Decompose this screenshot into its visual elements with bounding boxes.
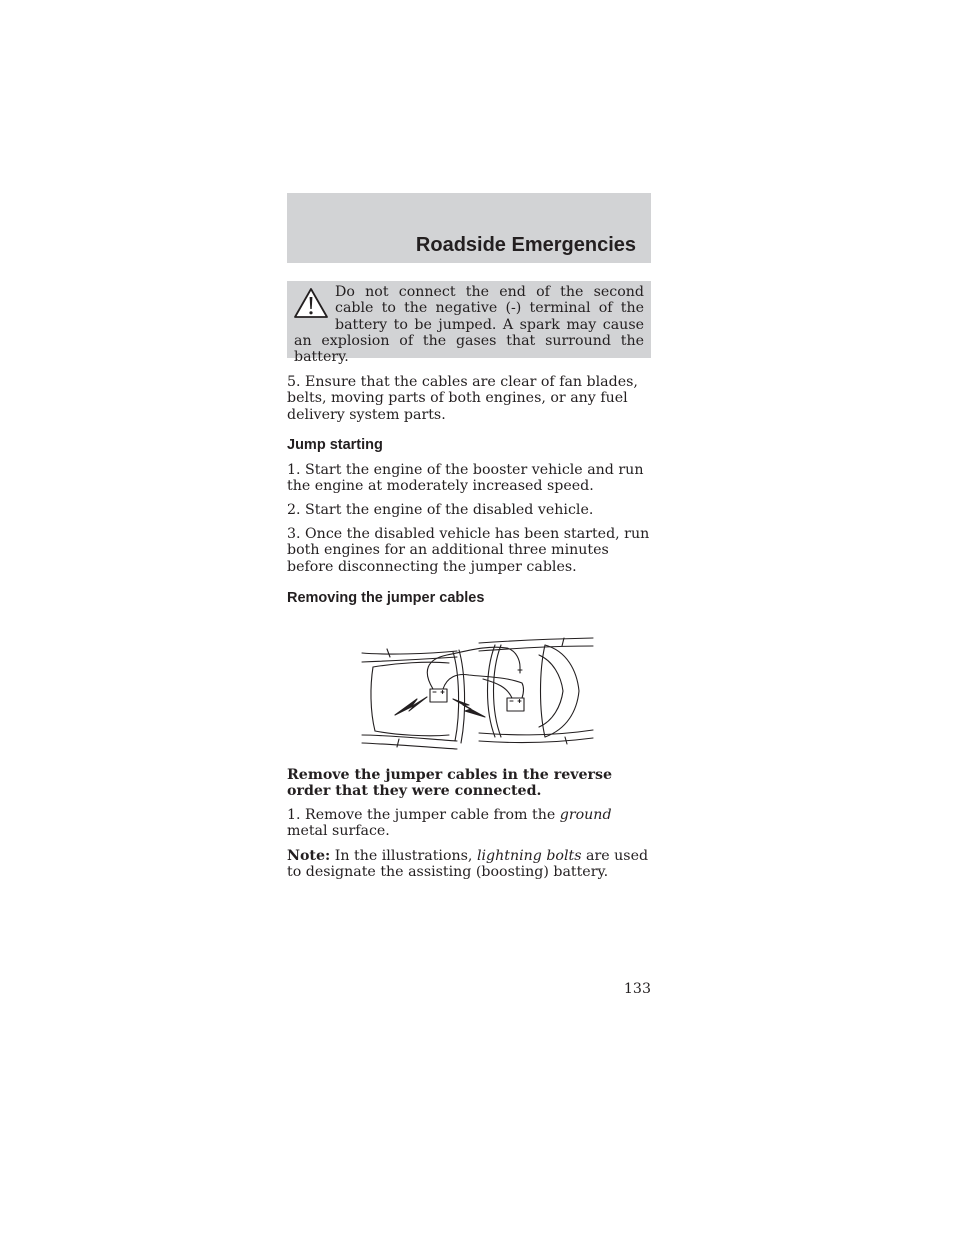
jump-step-3	[287, 526, 651, 575]
note-text	[287, 848, 651, 881]
section-heading-removing-cables: Removing the jumper cables	[287, 590, 485, 606]
warning-text: Do not connect the end of the second cable to the negative (-) terminal of the battery to be jumped. A spark may cause an explosion of the gases that surround the battery.	[294, 284, 644, 366]
jump-starting-heading-wrap	[287, 437, 651, 453]
warning-triangle-icon	[293, 287, 329, 319]
section-heading-jump-starting: Jump starting	[287, 437, 383, 453]
note	[287, 848, 651, 881]
bold-instruction: Remove the jumper cables in the reverse order that they were connected.	[287, 767, 612, 800]
step-5	[287, 374, 651, 423]
step-5-text: 5. Ensure that the cables are clear of fan blades, belts, moving parts of both engines, or any fuel delivery system parts.	[287, 374, 638, 423]
note-prefix: In the illustrations,	[330, 848, 477, 864]
note-label: Note:	[287, 848, 331, 864]
jump-step-2-text: 2. Start the engine of the disabled vehicle.	[287, 502, 594, 518]
page-title: Roadside Emergencies	[415, 234, 636, 256]
jump-step-3-text: 3. Once the disabled vehicle has been started, run both engines for an additional three minutes before disconnecting the jumper cables.	[287, 526, 650, 575]
remove-step-1-suffix: metal surface.	[287, 823, 390, 840]
jump-step-1-text: 1. Start the engine of the booster vehicle and run the engine at moderately increased speed.	[287, 462, 644, 495]
remove-step-1-text	[287, 807, 651, 840]
reverse-order-instruction	[287, 767, 651, 800]
remove-step-1-prefix: 1. Remove the jumper cable from the	[287, 807, 560, 823]
jumper-cables-illustration	[357, 631, 599, 751]
removing-heading-wrap	[287, 590, 651, 606]
jump-step-1	[287, 462, 651, 495]
remove-step-1-italic: ground	[559, 807, 612, 823]
warning-box	[287, 281, 651, 366]
remove-step-1	[287, 807, 651, 840]
note-suffix: are used to designate the assisting (boosting) battery.	[287, 848, 649, 881]
note-italic: lightning bolts	[476, 848, 582, 864]
jump-step-2	[287, 502, 651, 518]
page-number: 133	[623, 981, 651, 997]
header-band	[287, 193, 651, 263]
